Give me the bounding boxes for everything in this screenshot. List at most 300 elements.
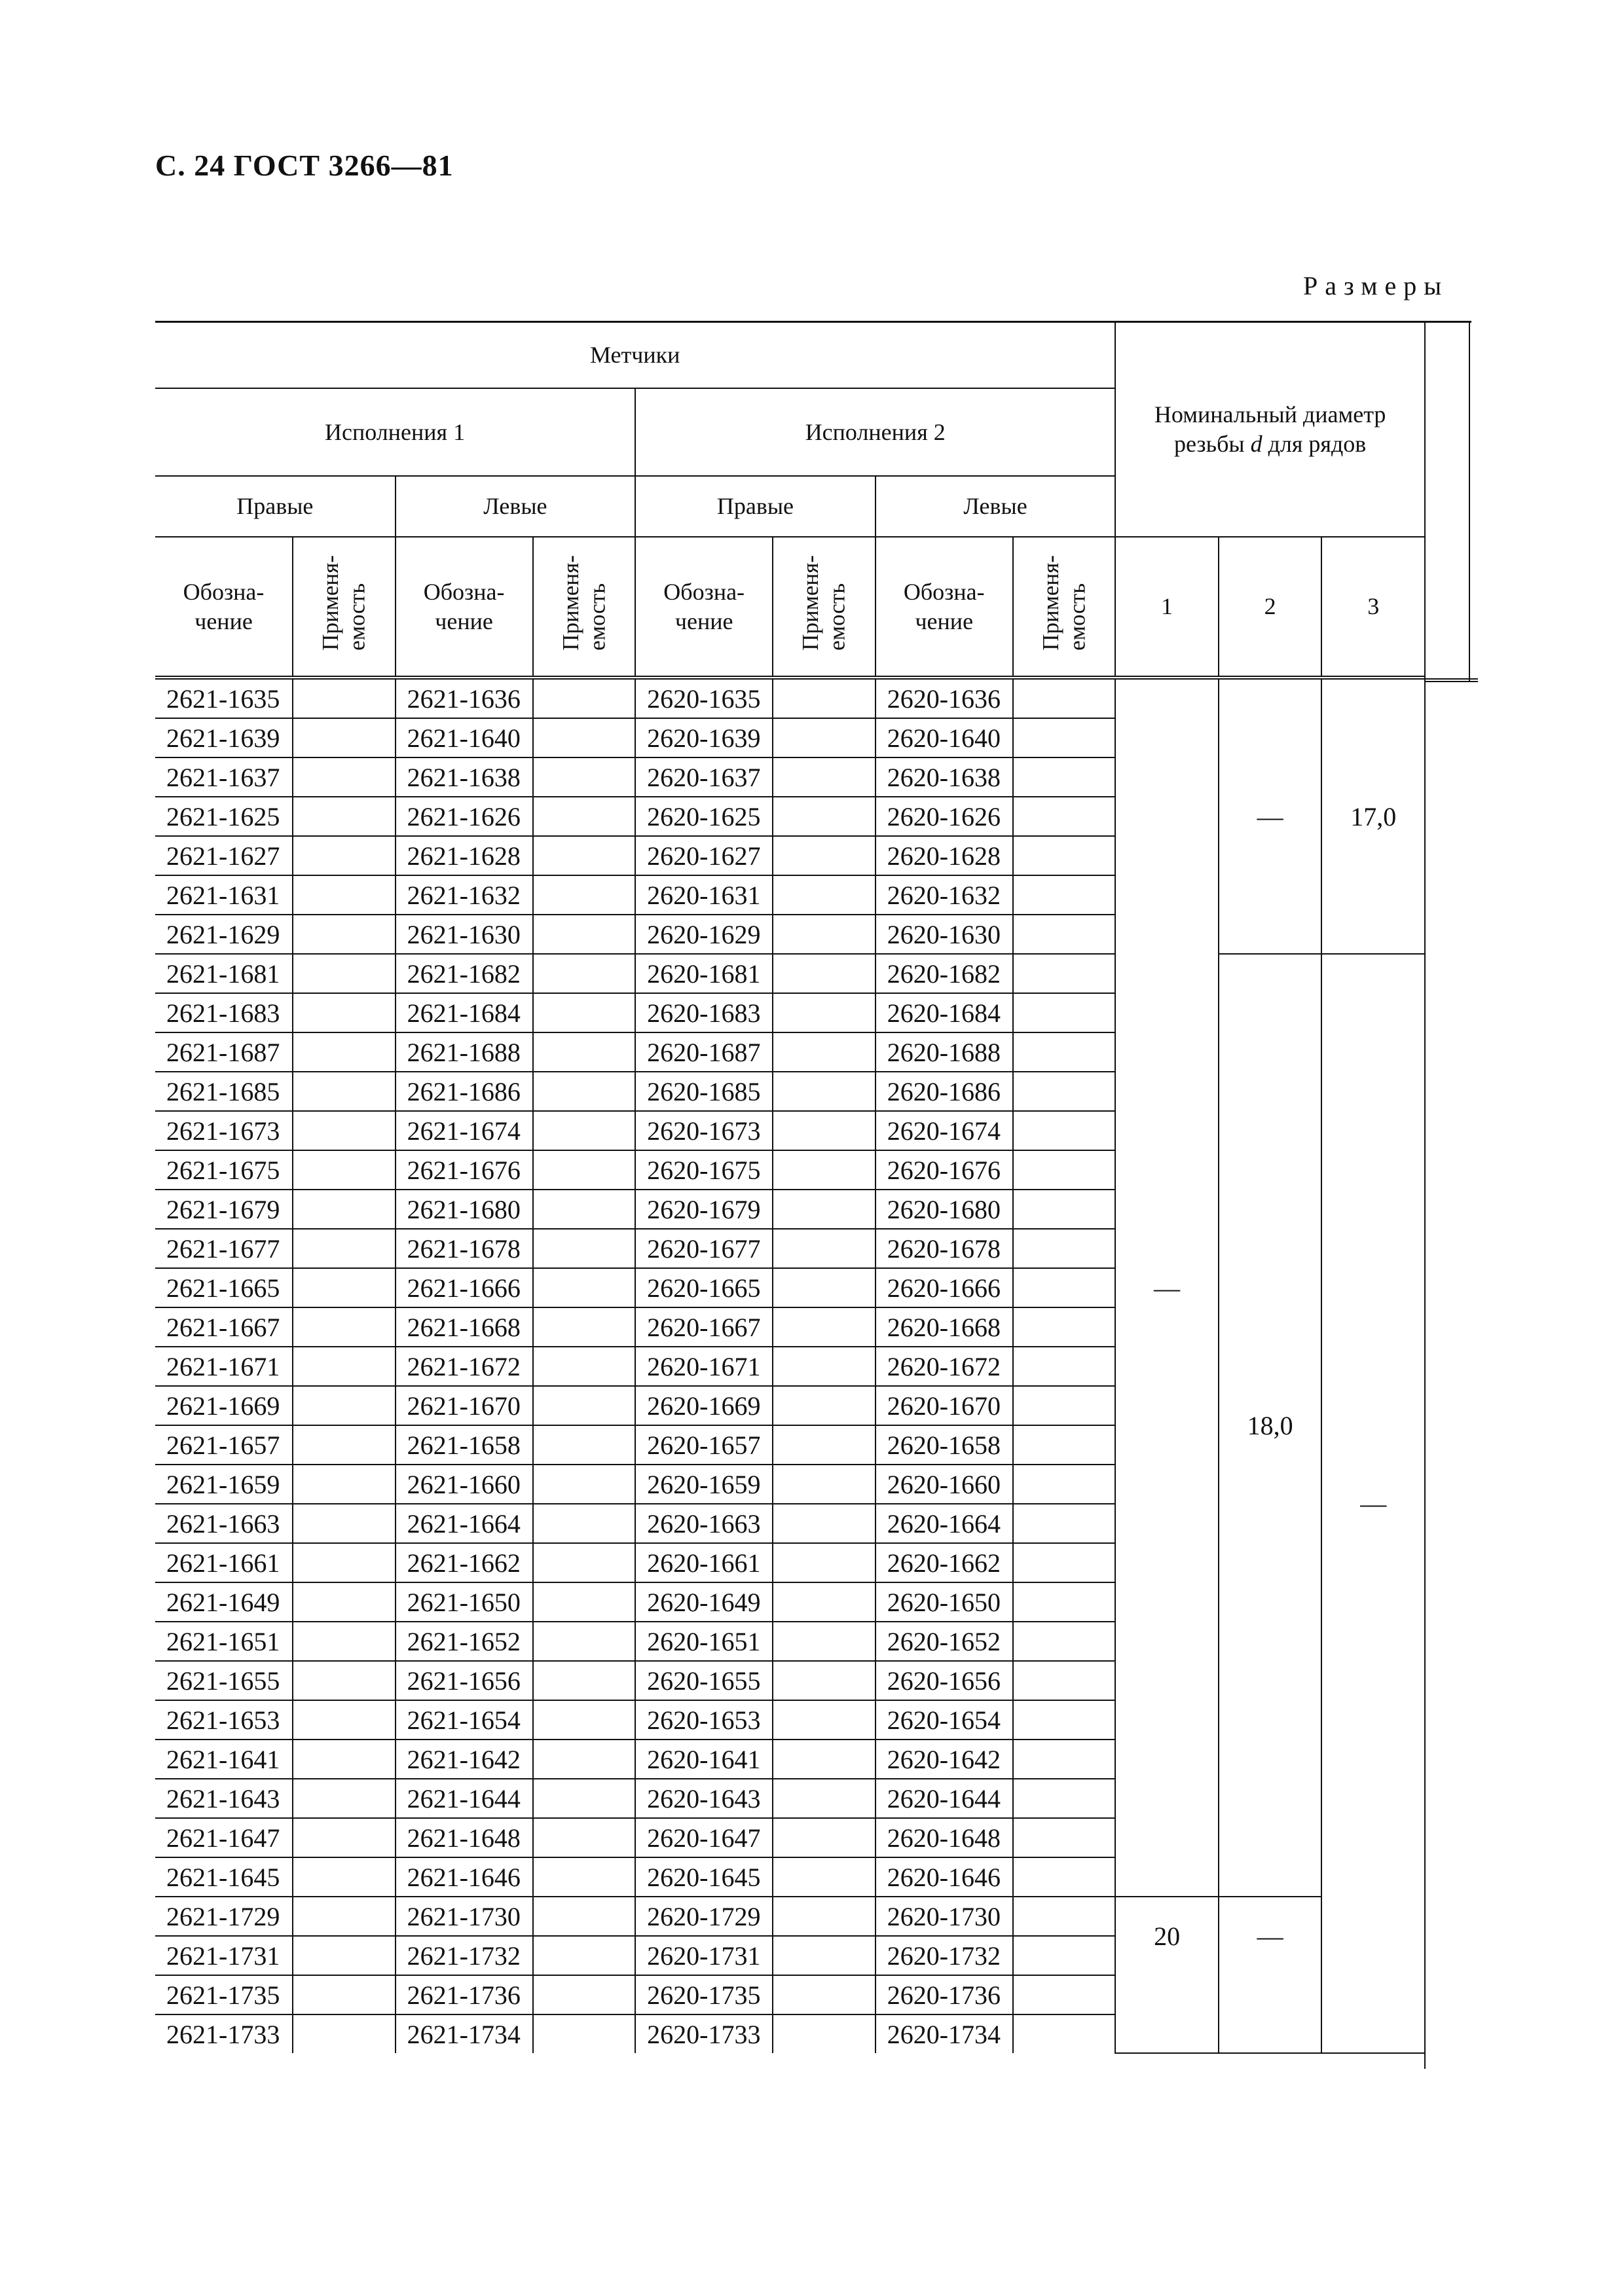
designation-cell: 2620-1644: [876, 1779, 1013, 1818]
nominal-line-1: Номинальный диаметр: [1154, 401, 1386, 428]
exec2-header: Исполнения 2: [635, 388, 1115, 476]
designation-cell: 2620-1674: [876, 1111, 1013, 1150]
designation-cell: 2621-1658: [396, 1425, 533, 1465]
applicability-cell: [773, 1740, 876, 1779]
applicability-header: [1013, 537, 1116, 678]
applicability-cell: [773, 1347, 876, 1386]
exec2-left-header: Левые: [876, 476, 1116, 537]
designation-header: [876, 537, 1013, 678]
applicability-cell: [1013, 1897, 1116, 1936]
header-double-rule-extension: [1426, 678, 1478, 682]
applicability-line-1: Применя-: [557, 555, 583, 651]
applicability-cell: [293, 1072, 396, 1111]
designation-cell: 2620-1642: [876, 1740, 1013, 1779]
designation-cell: 2621-1679: [155, 1190, 293, 1229]
designation-cell: 2620-1669: [635, 1386, 773, 1425]
series-2-value: —: [1219, 678, 1322, 954]
designation-cell: 2621-1629: [155, 915, 293, 954]
designation-line-1: Обозна-: [903, 578, 985, 605]
applicability-cell: [293, 1661, 396, 1700]
applicability-cell: [773, 1229, 876, 1268]
applicability-cell: [773, 757, 876, 797]
applicability-cell: [1013, 915, 1116, 954]
applicability-line-2: емость: [583, 583, 610, 651]
designation-cell: 2621-1649: [155, 1582, 293, 1622]
designation-cell: 2621-1687: [155, 1032, 293, 1072]
applicability-cell: [773, 678, 876, 718]
applicability-cell: [1013, 1818, 1116, 1857]
applicability-cell: [293, 1543, 396, 1582]
designation-cell: 2620-1667: [635, 1307, 773, 1347]
applicability-cell: [293, 993, 396, 1032]
designation-cell: 2621-1645: [155, 1857, 293, 1897]
designation-cell: 2621-1636: [396, 678, 533, 718]
designation-cell: 2621-1646: [396, 1857, 533, 1897]
table-top-rule-extension: [1426, 321, 1471, 323]
designation-cell: 2620-1649: [635, 1582, 773, 1622]
applicability-line-2: емость: [824, 583, 850, 651]
nominal-line-2-post: для рядов: [1262, 430, 1367, 457]
designation-cell: 2620-1632: [876, 875, 1013, 915]
applicability-cell: [293, 1740, 396, 1779]
applicability-cell: [293, 1622, 396, 1661]
applicability-cell: [1013, 1857, 1116, 1897]
designation-cell: 2620-1672: [876, 1347, 1013, 1386]
taps-table: [155, 322, 1426, 2054]
designation-cell: 2620-1731: [635, 1936, 773, 1975]
applicability-cell: [533, 1229, 636, 1268]
designation-cell: 2621-1677: [155, 1229, 293, 1268]
designation-cell: 2620-1627: [635, 836, 773, 875]
applicability-cell: [1013, 2014, 1116, 2053]
applicability-cell: [773, 1268, 876, 1307]
applicability-cell: [773, 875, 876, 915]
designation-cell: 2621-1642: [396, 1740, 533, 1779]
applicability-cell: [1013, 1229, 1116, 1268]
applicability-header: [533, 537, 636, 678]
designation-cell: 2621-1686: [396, 1072, 533, 1111]
designation-cell: 2621-1660: [396, 1465, 533, 1504]
applicability-cell: [773, 1936, 876, 1975]
applicability-cell: [533, 1661, 636, 1700]
applicability-cell: [533, 718, 636, 757]
exec1-right-header: Правые: [155, 476, 396, 537]
designation-cell: 2621-1736: [396, 1975, 533, 2014]
designation-cell: 2620-1676: [876, 1150, 1013, 1190]
designation-cell: 2620-1630: [876, 915, 1013, 954]
applicability-cell: [773, 1386, 876, 1425]
applicability-line-1: Применя-: [1037, 555, 1063, 651]
designation-cell: 2621-1683: [155, 993, 293, 1032]
applicability-cell: [533, 1465, 636, 1504]
exec1-left-header: Левые: [396, 476, 636, 537]
designation-cell: 2621-1729: [155, 1897, 293, 1936]
applicability-cell: [293, 875, 396, 915]
applicability-cell: [773, 1307, 876, 1347]
series-3-header: 3: [1321, 537, 1425, 678]
applicability-cell: [773, 2014, 876, 2053]
designation-cell: 2621-1655: [155, 1661, 293, 1700]
applicability-cell: [773, 1582, 876, 1622]
designation-cell: 2621-1664: [396, 1504, 533, 1543]
series-1-value: 20: [1115, 1897, 1219, 2053]
applicability-cell: [533, 757, 636, 797]
designation-cell: 2621-1731: [155, 1936, 293, 1975]
applicability-cell: [773, 1504, 876, 1543]
designation-cell: 2621-1675: [155, 1150, 293, 1190]
applicability-cell: [533, 1740, 636, 1779]
exec1-header: Исполнения 1: [155, 388, 635, 476]
applicability-cell: [773, 1661, 876, 1700]
table-row: [155, 954, 1425, 993]
designation-cell: 2621-1641: [155, 1740, 293, 1779]
applicability-cell: [533, 1897, 636, 1936]
applicability-cell: [293, 757, 396, 797]
designation-cell: 2621-1640: [396, 718, 533, 757]
table-row: [155, 678, 1425, 718]
applicability-cell: [533, 875, 636, 915]
applicability-line-1: Применя-: [798, 555, 824, 651]
designation-cell: 2620-1653: [635, 1700, 773, 1740]
designation-line-1: Обозна-: [423, 578, 505, 605]
applicability-cell: [1013, 1661, 1116, 1700]
designation-cell: 2621-1688: [396, 1032, 533, 1072]
applicability-cell: [293, 1857, 396, 1897]
designation-cell: 2621-1680: [396, 1190, 533, 1229]
applicability-cell: [533, 954, 636, 993]
designation-cell: 2621-1682: [396, 954, 533, 993]
designation-cell: 2621-1666: [396, 1268, 533, 1307]
designation-line-2: чение: [194, 608, 253, 634]
applicability-cell: [293, 1032, 396, 1072]
designation-cell: 2620-1687: [635, 1032, 773, 1072]
applicability-cell: [533, 836, 636, 875]
designation-cell: 2621-1730: [396, 1897, 533, 1936]
applicability-cell: [1013, 1150, 1116, 1190]
table-body: [155, 678, 1425, 2053]
applicability-cell: [533, 1857, 636, 1897]
applicability-cell: [293, 1268, 396, 1307]
applicability-cell: [773, 1975, 876, 2014]
applicability-cell: [1013, 1779, 1116, 1818]
applicability-cell: [1013, 1543, 1116, 1582]
applicability-cell: [773, 993, 876, 1032]
sizes-label: Размеры: [1303, 271, 1449, 301]
series-1-value: —: [1115, 678, 1219, 1897]
applicability-cell: [293, 797, 396, 836]
designation-cell: 2620-1684: [876, 993, 1013, 1032]
applicability-cell: [533, 1150, 636, 1190]
designation-cell: 2620-1654: [876, 1700, 1013, 1740]
designation-header: [396, 537, 533, 678]
designation-cell: 2620-1668: [876, 1307, 1013, 1347]
applicability-cell: [1013, 1975, 1116, 2014]
designation-cell: 2621-1657: [155, 1425, 293, 1465]
designation-cell: 2621-1647: [155, 1818, 293, 1857]
applicability-cell: [773, 1897, 876, 1936]
applicability-cell: [1013, 1190, 1116, 1229]
applicability-cell: [533, 1818, 636, 1857]
designation-cell: 2621-1678: [396, 1229, 533, 1268]
applicability-cell: [773, 1072, 876, 1111]
applicability-cell: [1013, 1268, 1116, 1307]
applicability-cell: [1013, 1740, 1116, 1779]
designation-line-1: Обозна-: [663, 578, 745, 605]
designation-cell: 2620-1660: [876, 1465, 1013, 1504]
applicability-cell: [293, 915, 396, 954]
series-3-value: —: [1321, 954, 1425, 2053]
designation-cell: 2620-1652: [876, 1622, 1013, 1661]
applicability-cell: [1013, 1936, 1116, 1975]
applicability-cell: [533, 1425, 636, 1465]
applicability-cell: [293, 1307, 396, 1347]
applicability-header: [773, 537, 876, 678]
designation-cell: 2620-1677: [635, 1229, 773, 1268]
designation-cell: 2620-1666: [876, 1268, 1013, 1307]
designation-cell: 2620-1680: [876, 1190, 1013, 1229]
applicability-cell: [1013, 1072, 1116, 1111]
applicability-cell: [293, 1190, 396, 1229]
applicability-cell: [533, 1975, 636, 2014]
designation-cell: 2620-1732: [876, 1936, 1013, 1975]
applicability-cell: [293, 1975, 396, 2014]
designation-cell: 2621-1670: [396, 1386, 533, 1425]
applicability-cell: [773, 1032, 876, 1072]
designation-line-2: чение: [435, 608, 493, 634]
applicability-cell: [1013, 1504, 1116, 1543]
designation-line-1: Обозна-: [183, 578, 265, 605]
nominal-var-d: d: [1250, 430, 1263, 457]
designation-cell: 2621-1650: [396, 1582, 533, 1622]
table-right-border: [1424, 322, 1426, 2069]
designation-cell: 2620-1681: [635, 954, 773, 993]
applicability-cell: [1013, 954, 1116, 993]
taps-header: Метчики: [155, 322, 1115, 388]
applicability-cell: [773, 954, 876, 993]
designation-cell: 2620-1646: [876, 1857, 1013, 1897]
applicability-cell: [293, 1386, 396, 1425]
designation-cell: 2620-1664: [876, 1504, 1013, 1543]
designation-cell: 2620-1671: [635, 1347, 773, 1386]
table-row: [155, 1897, 1425, 1936]
applicability-cell: [773, 797, 876, 836]
designation-cell: 2621-1667: [155, 1307, 293, 1347]
applicability-cell: [773, 1700, 876, 1740]
applicability-cell: [293, 1818, 396, 1857]
applicability-cell: [293, 1111, 396, 1150]
applicability-cell: [773, 1190, 876, 1229]
series-1-header: 1: [1115, 537, 1219, 678]
designation-cell: 2621-1651: [155, 1622, 293, 1661]
exec2-right-header: Правые: [635, 476, 876, 537]
designation-cell: 2620-1645: [635, 1857, 773, 1897]
designation-cell: 2621-1631: [155, 875, 293, 915]
designation-cell: 2621-1654: [396, 1700, 533, 1740]
applicability-cell: [1013, 718, 1116, 757]
applicability-cell: [293, 678, 396, 718]
designation-cell: 2620-1656: [876, 1661, 1013, 1700]
designation-cell: 2621-1638: [396, 757, 533, 797]
designation-cell: 2621-1632: [396, 875, 533, 915]
applicability-cell: [293, 836, 396, 875]
applicability-cell: [533, 678, 636, 718]
designation-cell: 2620-1647: [635, 1818, 773, 1857]
applicability-cell: [533, 2014, 636, 2053]
applicability-cell: [533, 797, 636, 836]
applicability-cell: [533, 1111, 636, 1150]
designation-cell: 2620-1682: [876, 954, 1013, 993]
header-right-border: [1469, 321, 1470, 681]
designation-cell: 2621-1735: [155, 1975, 293, 2014]
designation-cell: 2621-1668: [396, 1307, 533, 1347]
applicability-cell: [773, 1111, 876, 1150]
applicability-cell: [533, 993, 636, 1032]
applicability-cell: [533, 1307, 636, 1347]
applicability-cell: [773, 915, 876, 954]
applicability-cell: [293, 1700, 396, 1740]
applicability-cell: [533, 1582, 636, 1622]
applicability-cell: [1013, 836, 1116, 875]
designation-cell: 2620-1638: [876, 757, 1013, 797]
designation-cell: 2620-1688: [876, 1032, 1013, 1072]
designation-cell: 2620-1635: [635, 678, 773, 718]
designation-cell: 2621-1734: [396, 2014, 533, 2053]
applicability-cell: [773, 1622, 876, 1661]
applicability-cell: [533, 1347, 636, 1386]
designation-cell: 2620-1658: [876, 1425, 1013, 1465]
designation-cell: 2621-1652: [396, 1622, 533, 1661]
applicability-cell: [773, 1425, 876, 1465]
designation-cell: 2620-1640: [876, 718, 1013, 757]
designation-cell: 2621-1644: [396, 1779, 533, 1818]
designation-cell: 2621-1659: [155, 1465, 293, 1504]
designation-cell: 2621-1627: [155, 836, 293, 875]
designation-cell: 2621-1643: [155, 1779, 293, 1818]
designation-cell: 2620-1733: [635, 2014, 773, 2053]
applicability-cell: [533, 1032, 636, 1072]
designation-cell: 2620-1729: [635, 1897, 773, 1936]
designation-cell: 2620-1631: [635, 875, 773, 915]
designation-cell: 2620-1636: [876, 678, 1013, 718]
series-2-header: 2: [1219, 537, 1322, 678]
designation-cell: 2620-1675: [635, 1150, 773, 1190]
applicability-cell: [1013, 757, 1116, 797]
page-header: С. 24 ГОСТ 3266—81: [155, 149, 454, 182]
designation-cell: 2621-1685: [155, 1072, 293, 1111]
designation-cell: 2621-1648: [396, 1818, 533, 1857]
designation-line-2: чение: [674, 608, 733, 634]
designation-cell: 2621-1733: [155, 2014, 293, 2053]
designation-cell: 2621-1663: [155, 1504, 293, 1543]
applicability-header: [293, 537, 396, 678]
applicability-cell: [533, 1268, 636, 1307]
designation-cell: 2620-1650: [876, 1582, 1013, 1622]
designation-cell: 2621-1661: [155, 1543, 293, 1582]
designation-cell: 2620-1685: [635, 1072, 773, 1111]
designation-cell: 2620-1734: [876, 2014, 1013, 2053]
designation-cell: 2621-1674: [396, 1111, 533, 1150]
applicability-cell: [1013, 1386, 1116, 1425]
series-3-value: 17,0: [1321, 678, 1425, 954]
designation-cell: 2620-1678: [876, 1229, 1013, 1268]
designation-cell: 2621-1669: [155, 1386, 293, 1425]
designation-cell: 2621-1639: [155, 718, 293, 757]
applicability-cell: [1013, 1700, 1116, 1740]
designation-cell: 2620-1657: [635, 1425, 773, 1465]
designation-cell: 2621-1671: [155, 1347, 293, 1386]
designation-cell: 2621-1662: [396, 1543, 533, 1582]
applicability-cell: [1013, 1307, 1116, 1347]
applicability-cell: [533, 1543, 636, 1582]
applicability-cell: [1013, 1465, 1116, 1504]
designation-cell: 2621-1628: [396, 836, 533, 875]
applicability-cell: [1013, 1032, 1116, 1072]
applicability-cell: [773, 1465, 876, 1504]
designation-cell: 2621-1684: [396, 993, 533, 1032]
applicability-cell: [1013, 1582, 1116, 1622]
applicability-cell: [293, 1150, 396, 1190]
applicability-cell: [1013, 678, 1116, 718]
applicability-cell: [773, 1779, 876, 1818]
designation-cell: 2620-1655: [635, 1661, 773, 1700]
designation-cell: 2621-1732: [396, 1936, 533, 1975]
designation-cell: 2620-1648: [876, 1818, 1013, 1857]
designation-cell: 2620-1661: [635, 1543, 773, 1582]
applicability-cell: [293, 718, 396, 757]
designation-cell: 2621-1653: [155, 1700, 293, 1740]
designation-cell: 2620-1730: [876, 1897, 1013, 1936]
designation-cell: 2621-1637: [155, 757, 293, 797]
applicability-cell: [293, 954, 396, 993]
applicability-cell: [533, 1622, 636, 1661]
designation-cell: 2620-1639: [635, 718, 773, 757]
applicability-cell: [773, 836, 876, 875]
applicability-line-2: емость: [1064, 583, 1090, 651]
applicability-cell: [293, 2014, 396, 2053]
designation-line-2: чение: [915, 608, 974, 634]
designation-cell: 2620-1665: [635, 1268, 773, 1307]
designation-cell: 2621-1681: [155, 954, 293, 993]
designation-header: [635, 537, 773, 678]
applicability-cell: [533, 1936, 636, 1975]
designation-header: [155, 537, 293, 678]
designation-cell: 2620-1662: [876, 1543, 1013, 1582]
designation-cell: 2620-1663: [635, 1504, 773, 1543]
applicability-line-2: емость: [344, 583, 370, 651]
designation-cell: 2620-1629: [635, 915, 773, 954]
designation-cell: 2620-1736: [876, 1975, 1013, 2014]
nominal-diameter-header: [1115, 322, 1425, 537]
applicability-cell: [773, 1857, 876, 1897]
designation-cell: 2620-1637: [635, 757, 773, 797]
applicability-cell: [293, 1425, 396, 1465]
applicability-cell: [533, 1779, 636, 1818]
applicability-cell: [773, 718, 876, 757]
designation-cell: 2621-1625: [155, 797, 293, 836]
applicability-cell: [533, 1504, 636, 1543]
designation-cell: 2621-1665: [155, 1268, 293, 1307]
applicability-cell: [293, 1897, 396, 1936]
applicability-cell: [1013, 1111, 1116, 1150]
designation-cell: 2621-1672: [396, 1347, 533, 1386]
designation-cell: 2620-1651: [635, 1622, 773, 1661]
designation-cell: 2621-1676: [396, 1150, 533, 1190]
applicability-cell: [293, 1936, 396, 1975]
applicability-cell: [293, 1347, 396, 1386]
designation-cell: 2620-1643: [635, 1779, 773, 1818]
designation-cell: 2620-1683: [635, 993, 773, 1032]
applicability-cell: [293, 1582, 396, 1622]
